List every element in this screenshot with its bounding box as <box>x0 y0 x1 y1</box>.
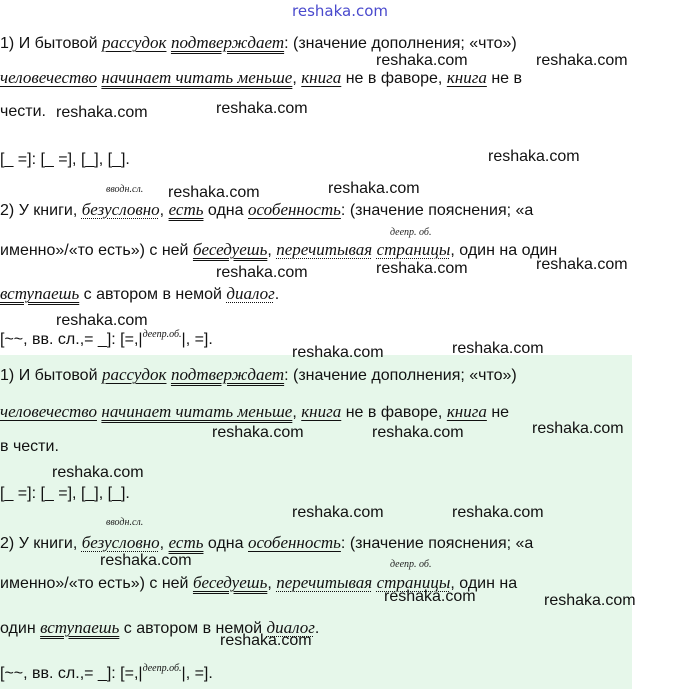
s2-besedyesh: беседуешь <box>192 240 268 259</box>
g-s2-line1 <box>0 533 533 554</box>
g-s2-comma: , <box>159 535 165 552</box>
s1-line3: чести. <box>0 103 46 120</box>
g-s1-line1 <box>0 365 517 386</box>
s2-stranitsy: страницы <box>376 240 451 259</box>
s2-u-knigi: У книги, <box>18 202 78 219</box>
g-s2-bezuslovno: безусловно <box>81 533 160 552</box>
g-s2-u-knigi: У книги, <box>18 535 78 552</box>
s2-line2 <box>0 240 557 261</box>
scheme2-b: |, =]. <box>181 331 213 348</box>
s2-comma2: , <box>267 242 272 259</box>
g-s1-kniga2: книга <box>446 402 487 421</box>
s2-osobennost: особенность <box>248 200 341 219</box>
g-s2-odna: одна <box>207 535 244 552</box>
watermark: reshaka.com <box>100 552 192 569</box>
watermark: reshaka.com <box>376 52 468 69</box>
g-s2-stranitsy: страницы <box>376 573 451 592</box>
watermark: reshaka.com <box>216 100 308 117</box>
g-scheme2-deepr: деепр.об. <box>142 663 182 674</box>
g-s2-osobennost: особенность <box>248 533 341 552</box>
watermark: reshaka.com <box>292 504 384 521</box>
watermark: reshaka.com <box>544 592 636 609</box>
watermark: reshaka.com <box>532 420 624 437</box>
s1-line2 <box>0 68 522 89</box>
s2-imenno: именно»/«то есть») с ней <box>0 242 189 259</box>
s1-number: 1) <box>0 35 15 52</box>
s2-number: 2) <box>0 202 15 219</box>
g-ann-deepr: деепр. об. <box>390 559 432 570</box>
scheme1: [_ =]: [_ =], [_], [_]. <box>0 151 130 168</box>
g-s2-odin: один <box>0 620 36 637</box>
g-s1-subject: рассудок <box>101 365 167 384</box>
s2-dialog: диалог <box>226 284 275 303</box>
watermark: reshaka.com <box>56 312 148 329</box>
s2-odna: одна <box>207 202 244 219</box>
s2-s-avtorom: с автором в немой <box>83 286 222 303</box>
s1-line1 <box>0 33 517 54</box>
s2-line3 <box>0 284 279 305</box>
s2-est: есть <box>168 200 204 219</box>
g-s2-vstupaesh: вступаешь <box>40 618 120 637</box>
g-scheme2-a: [~~, вв. сл.,= _]: [=,| <box>0 665 143 682</box>
s2-line1 <box>0 200 533 221</box>
g-scheme2 <box>0 664 213 686</box>
g-s1-line3: в чести. <box>0 438 59 455</box>
g-s2-s-avtorom: с автором в немой <box>123 620 263 637</box>
g-s1-predicate2: начинает читать меньше <box>101 402 293 421</box>
watermark: reshaka.com <box>212 424 304 441</box>
g-s1-word: И бытовой <box>18 367 98 384</box>
watermark: reshaka.com <box>292 344 384 361</box>
s2-comma: , <box>159 202 165 219</box>
g-s2-comma2: , <box>267 575 272 592</box>
g-s2-besedyesh: беседуешь <box>192 573 268 592</box>
watermark: reshaka.com <box>372 424 464 441</box>
watermark: reshaka.com <box>488 148 580 165</box>
g-s2-est: есть <box>168 533 204 552</box>
s1-kniga1: книга <box>301 68 342 87</box>
watermark: reshaka.com <box>328 180 420 197</box>
g-s1-favore: не в фаворе, <box>345 404 443 421</box>
s1-ne-v-favore: не в фаворе, <box>345 70 443 87</box>
g-s1-ne: не <box>491 404 510 421</box>
g-s2-imenno: именно»/«то есть») с ней <box>0 575 189 592</box>
s2-after: : (значение пояснения; «а <box>340 202 534 219</box>
s1-subject2: человечество <box>0 68 97 87</box>
s1-predicate2: начинает читать меньше <box>101 68 293 87</box>
g-s2-odin-na: , один на <box>450 575 518 592</box>
g-s1-after: : (значение дополнения; «что») <box>284 367 517 384</box>
g-s1-predicate: подтверждает <box>170 365 285 384</box>
s1-word: И бытовой <box>18 35 98 52</box>
g-scheme1: [_ =]: [_ =], [_], [_]. <box>0 485 130 502</box>
g-s2-number: 2) <box>0 535 15 552</box>
watermark: reshaka.com <box>536 256 628 273</box>
g-scheme2-b: |, =]. <box>181 665 213 682</box>
s1-ne-v: не в <box>491 70 522 87</box>
g-s1-line2 <box>0 402 509 423</box>
watermark: reshaka.com <box>384 588 476 605</box>
s1-subject: рассудок <box>101 33 167 52</box>
s2-perechityvaya: перечитывая <box>276 240 373 259</box>
s1-kniga2: книга <box>446 68 487 87</box>
g-s1-subject2: человечество <box>0 402 97 421</box>
scheme2-deepr: деепр.об. <box>142 329 182 340</box>
watermark: reshaka.com <box>376 260 468 277</box>
watermark: reshaka.com <box>56 104 148 121</box>
g-ann-vvodn: вводн.сл. <box>106 517 144 528</box>
g-s1-number: 1) <box>0 367 15 384</box>
watermark: reshaka.com <box>220 632 312 649</box>
s1-predicate: подтверждает <box>170 33 285 52</box>
scheme2-a: [~~, вв. сл.,= _]: [=,| <box>0 331 143 348</box>
s1-comma: , <box>292 70 297 87</box>
s2-dot: . <box>274 286 280 303</box>
g-s2-after: : (значение пояснения; «а <box>340 535 534 552</box>
s2-vstupaesh: вступаешь <box>0 284 80 303</box>
s2-bezuslovno: безусловно <box>81 200 160 219</box>
watermark: reshaka.com <box>536 52 628 69</box>
s1-after-pred: : (значение дополнения; «что») <box>284 35 517 52</box>
watermark: reshaka.com <box>452 504 544 521</box>
watermark: reshaka.com <box>52 464 144 481</box>
watermark: reshaka.com <box>168 184 260 201</box>
scheme2 <box>0 330 213 352</box>
watermark: reshaka.com <box>216 264 308 281</box>
site-watermark[interactable]: reshaka.com <box>292 2 388 20</box>
g-s2-dot: . <box>314 620 320 637</box>
s2-odin: , один на один <box>450 242 558 259</box>
g-s1-comma: , <box>292 404 297 421</box>
watermark: reshaka.com <box>452 340 544 357</box>
g-s2-perechityvaya: перечитывая <box>276 573 373 592</box>
g-s1-kniga1: книга <box>301 402 342 421</box>
g-s2-dialog: диалог <box>266 618 315 637</box>
ann-vvodn: вводн.сл. <box>106 184 144 195</box>
ann-deepr: деепр. об. <box>390 227 432 238</box>
